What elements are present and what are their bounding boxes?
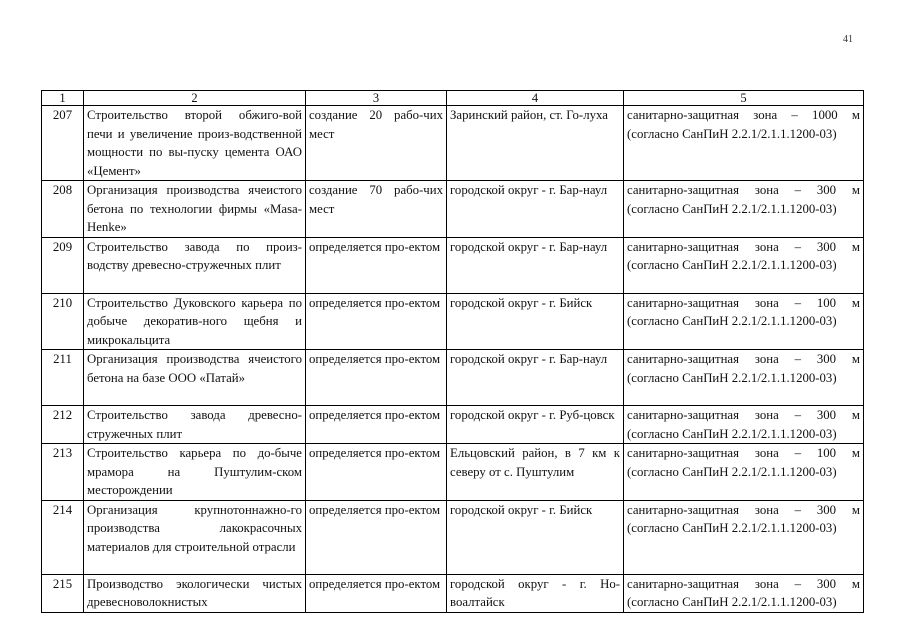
row-number: 212 <box>42 406 84 444</box>
location-cell: городской округ - г. Бийск <box>447 293 624 350</box>
project-name: Организация производства ячеистого бетона по технологии фирмы «Masa-Henke» <box>84 181 306 238</box>
row-number: 210 <box>42 293 84 350</box>
column-header-row <box>42 91 864 106</box>
table-row <box>42 406 864 444</box>
location-cell: городской округ - г. Бар-наул <box>447 181 624 238</box>
project-name: Организация производства ячеистого бетона на базе ООО «Патай» <box>84 350 306 406</box>
sanitary-zone-cell: санитарно-защитная зона – 300 м (согласно СанПиН 2.2.1/2.1.1.1200-03) <box>624 350 864 406</box>
project-name: Организация крупнотоннажно-го производства лакокрасочных материалов для строительной отрасли <box>84 500 306 574</box>
sanitary-zone-cell: санитарно-защитная зона – 300 м (согласно СанПиН 2.2.1/2.1.1.1200-03) <box>624 500 864 574</box>
location-cell: городской округ - г. Бийск <box>447 500 624 574</box>
row-number: 215 <box>42 574 84 612</box>
jobs-cell: определяется про-ектом <box>306 500 447 574</box>
project-name: Строительство Дуковского карьера по добыче декоратив-ного щебня и микрокальцита <box>84 293 306 350</box>
table-row <box>42 350 864 406</box>
location-cell: Заринский район, ст. Го-луха <box>447 106 624 181</box>
table-row <box>42 500 864 574</box>
row-number: 214 <box>42 500 84 574</box>
location-cell: городской округ - г. Бар-наул <box>447 237 624 293</box>
row-number: 213 <box>42 444 84 501</box>
project-name: Строительство завода древесно-стружечных плит <box>84 406 306 444</box>
sanitary-zone-cell: санитарно-защитная зона – 100 м (согласно СанПиН 2.2.1/2.1.1.1200-03) <box>624 293 864 350</box>
sanitary-zone-cell: санитарно-защитная зона – 300 м (согласно СанПиН 2.2.1/2.1.1.1200-03) <box>624 406 864 444</box>
jobs-cell: определяется про-ектом <box>306 444 447 501</box>
table-row <box>42 181 864 238</box>
column-header: 5 <box>624 91 864 106</box>
sanitary-zone-cell: санитарно-защитная зона – 300 м (согласно СанПиН 2.2.1/2.1.1.1200-03) <box>624 237 864 293</box>
row-number: 211 <box>42 350 84 406</box>
jobs-cell: создание 20 рабо-чих мест <box>306 106 447 181</box>
location-cell: Ельцовский район, в 7 км к северу от с. Пуштулим <box>447 444 624 501</box>
jobs-cell: создание 70 рабо-чих мест <box>306 181 447 238</box>
project-name: Строительство завода по произ-водству древесно-стружечных плит <box>84 237 306 293</box>
sanitary-zone-cell: санитарно-защитная зона – 1000 м (согласно СанПиН 2.2.1/2.1.1.1200-03) <box>624 106 864 181</box>
sanitary-zone-cell: санитарно-защитная зона – 100 м (согласно СанПиН 2.2.1/2.1.1.1200-03) <box>624 444 864 501</box>
jobs-cell: определяется про-ектом <box>306 237 447 293</box>
column-header: 1 <box>42 91 84 106</box>
column-header: 2 <box>84 91 306 106</box>
location-cell: городской округ - г. Но-воалтайск <box>447 574 624 612</box>
table-row <box>42 237 864 293</box>
table-row <box>42 106 864 181</box>
location-cell: городской округ - г. Бар-наул <box>447 350 624 406</box>
column-header: 4 <box>447 91 624 106</box>
page-number: 41 <box>843 34 853 45</box>
project-name: Строительство второй обжиго-вой печи и увеличение произ-водственной мощности по вы-пуску цемента ОАО «Цемент» <box>84 106 306 181</box>
jobs-cell: определяется про-ектом <box>306 574 447 612</box>
row-number: 209 <box>42 237 84 293</box>
row-number: 207 <box>42 106 84 181</box>
table-row <box>42 293 864 350</box>
sanitary-zone-cell: санитарно-защитная зона – 300 м (согласно СанПиН 2.2.1/2.1.1.1200-03) <box>624 574 864 612</box>
projects-table <box>41 90 864 613</box>
row-number: 208 <box>42 181 84 238</box>
table-row <box>42 574 864 612</box>
project-name: Строительство карьера по до-быче мрамора на Пуштулим-ском месторождении <box>84 444 306 501</box>
project-name: Производство экологически чистых древесноволокнистых <box>84 574 306 612</box>
sanitary-zone-cell: санитарно-защитная зона – 300 м (согласно СанПиН 2.2.1/2.1.1.1200-03) <box>624 181 864 238</box>
location-cell: городской округ - г. Руб-цовск <box>447 406 624 444</box>
column-header: 3 <box>306 91 447 106</box>
table-row <box>42 444 864 501</box>
jobs-cell: определяется про-ектом <box>306 406 447 444</box>
jobs-cell: определяется про-ектом <box>306 350 447 406</box>
jobs-cell: определяется про-ектом <box>306 293 447 350</box>
